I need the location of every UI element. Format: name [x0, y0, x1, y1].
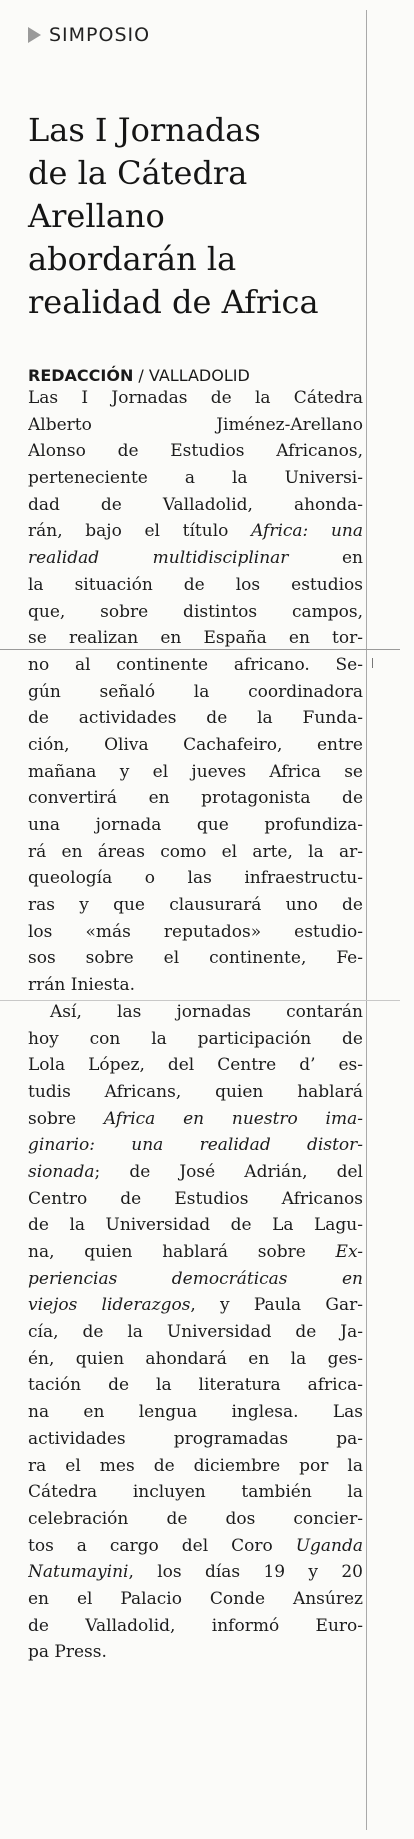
body-text: Lola López, del Centre d’ es- — [28, 1055, 363, 1076]
body-line — [28, 1239, 363, 1266]
body-line — [28, 492, 363, 519]
body-text: no al continente africano. Se- — [28, 654, 363, 675]
body-line — [28, 1586, 363, 1613]
body-line — [28, 1506, 363, 1533]
body-text: rrán Iniesta. — [28, 975, 135, 996]
body-text: ra el mes de diciembre por la — [28, 1455, 363, 1476]
body-line — [28, 572, 363, 599]
body-line — [28, 1346, 363, 1373]
byline-agency: REDACCIÓN — [28, 366, 134, 385]
body-line — [28, 1479, 363, 1506]
body-line — [28, 518, 363, 545]
body-text: actividades programadas pa- — [28, 1428, 363, 1449]
body-italic-text: periencias democráticas en — [28, 1268, 363, 1289]
body-text: Alberto Jiménez-Arellano — [28, 414, 363, 435]
body-italic-text: Uganda — [295, 1535, 363, 1556]
body-text: Así, las jornadas contarán — [50, 1001, 363, 1022]
body-text: una jornada que profundiza- — [28, 815, 363, 835]
body-line — [28, 679, 363, 706]
body-line — [28, 625, 363, 652]
byline-separator: / — [133, 366, 149, 385]
body-line — [28, 812, 363, 839]
headline-line: de la Cátedra — [28, 154, 248, 193]
body-text: rán, bajo el título — [28, 521, 252, 542]
body-text: sobre — [28, 1108, 104, 1129]
body-line — [28, 1052, 363, 1079]
body-line — [28, 1399, 363, 1426]
body-text: mañana y el jueves Africa se — [28, 761, 363, 782]
body-line — [28, 1613, 363, 1640]
headline-line: abordarán la — [28, 240, 237, 279]
headline-line: realidad de Africa — [28, 283, 319, 322]
body-text: tudis Africans, quien hablará — [28, 1081, 363, 1102]
body-line — [28, 465, 363, 492]
body-line — [28, 945, 363, 972]
body-line — [28, 785, 363, 812]
body-line — [28, 385, 363, 412]
body-text: dad de Valladolid, ahonda- — [28, 494, 363, 515]
body-text: la situación de los estudios — [28, 574, 363, 595]
column-tick — [372, 658, 373, 668]
kicker-label: SIMPOSIO — [49, 24, 151, 46]
byline-city: VALLADOLID — [148, 366, 250, 385]
body-text: hoy con la participación de — [28, 1028, 363, 1049]
body-italic-text: Africa: una — [251, 521, 363, 542]
body-text: en el Palacio Conde Ansúrez — [28, 1588, 363, 1609]
column-rule — [366, 10, 367, 1830]
body-text: Alonso de Estudios Africanos, — [28, 441, 363, 462]
body-line — [28, 1533, 363, 1560]
body-line — [28, 1319, 363, 1346]
body-line — [28, 545, 363, 572]
body-line — [28, 1186, 363, 1213]
body-italic-text: Africa en nuestro ima- — [103, 1108, 363, 1129]
body-italic-text: realidad multidisciplinar — [28, 548, 289, 569]
body-line — [28, 759, 363, 786]
section-kicker — [28, 24, 150, 46]
body-text: na, quien hablará sobre — [28, 1242, 336, 1262]
body-line — [28, 1292, 363, 1319]
body-line — [28, 1559, 363, 1586]
body-text: perteneciente a la Universi- — [28, 468, 363, 489]
body-text: tos a cargo del Coro — [28, 1535, 296, 1556]
body-line — [28, 1079, 363, 1106]
body-text: ras y que clausurará uno de — [28, 895, 363, 916]
body-text: rá en áreas como el arte, la ar- — [28, 841, 363, 862]
triangle-right-icon — [28, 27, 41, 43]
byline — [28, 366, 250, 385]
body-line — [28, 1106, 363, 1133]
body-line — [28, 865, 363, 892]
body-line — [28, 1266, 363, 1293]
body-text: se realizan en España en tor- — [28, 628, 363, 649]
body-text: en — [288, 548, 363, 569]
body-italic-text: viejos liderazgos — [28, 1295, 191, 1316]
body-text: én, quien ahondará en la ges- — [28, 1348, 363, 1369]
headline-line: Las I Jornadas — [28, 111, 261, 150]
body-line — [28, 599, 363, 626]
body-text: queología o las infraestructu- — [28, 868, 363, 889]
body-line — [28, 999, 363, 1026]
body-line — [28, 919, 363, 946]
body-text: Centro de Estudios Africanos — [28, 1188, 363, 1209]
body-line — [28, 839, 363, 866]
body-line — [28, 1426, 363, 1453]
body-line — [28, 892, 363, 919]
body-text: convertirá en protagonista de — [28, 788, 363, 809]
body-text: , los días 19 y 20 — [128, 1562, 363, 1583]
body-text: que, sobre distintos campos, — [28, 601, 363, 622]
body-text: Cátedra incluyen también la — [28, 1482, 363, 1503]
body-text: ción, Oliva Cachafeiro, entre — [28, 734, 363, 755]
body-line — [28, 438, 363, 465]
body-text: de actividades de la Funda- — [28, 708, 363, 729]
body-text: gún señaló la coordinadora — [28, 681, 363, 702]
body-text: de la Universidad de La Lagu- — [28, 1215, 363, 1236]
body-line — [28, 732, 363, 759]
body-line — [28, 1639, 363, 1666]
body-line — [28, 1132, 363, 1159]
body-line — [28, 652, 363, 679]
headline-line: Arellano — [28, 197, 165, 236]
body-line — [28, 1212, 363, 1239]
body-text: na en lengua inglesa. Las — [28, 1402, 363, 1423]
body-text: , y Paula Gar- — [190, 1295, 363, 1316]
body-text: pa Press. — [28, 1642, 107, 1663]
body-text: los «más reputados» estudio- — [28, 921, 363, 942]
body-line — [28, 1159, 363, 1186]
body-line — [28, 1026, 363, 1053]
body-text: celebración de dos concier- — [28, 1508, 363, 1529]
body-line — [28, 705, 363, 732]
body-italic-text: sionada — [28, 1161, 95, 1182]
body-line — [28, 412, 363, 439]
body-line — [28, 972, 363, 999]
body-italic-text: Natumayini — [28, 1562, 129, 1583]
body-text: cía, de la Universidad de Ja- — [28, 1322, 363, 1343]
body-text: tación de la literatura africa- — [28, 1375, 363, 1396]
body-italic-text: Ex- — [335, 1242, 363, 1262]
body-line — [28, 1453, 363, 1480]
body-text: Las I Jornadas de la Cátedra — [28, 388, 363, 408]
headline — [28, 109, 363, 324]
body-italic-text: ginario: una realidad distor- — [28, 1135, 363, 1156]
article-body — [28, 385, 363, 1666]
body-text: de Valladolid, informó Euro- — [28, 1615, 363, 1636]
body-text: ; de José Adrián, del — [94, 1161, 363, 1182]
body-text: sos sobre el continente, Fe- — [28, 948, 363, 969]
body-line — [28, 1372, 363, 1399]
